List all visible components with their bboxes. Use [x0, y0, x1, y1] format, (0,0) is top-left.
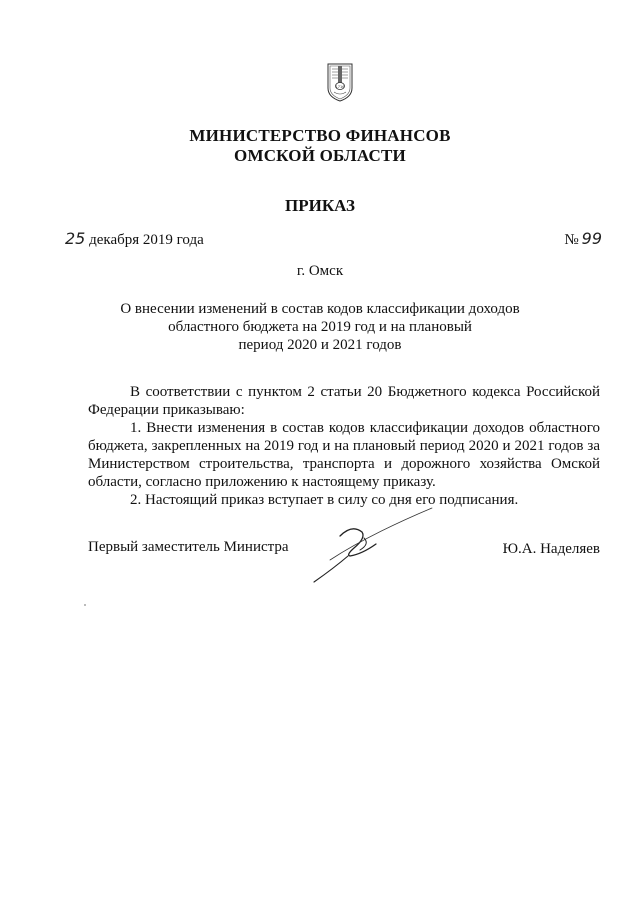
ministry-name-line2: ОМСКОЙ ОБЛАСТИ: [234, 146, 406, 165]
scan-speck: [84, 604, 86, 606]
order-number-handwritten: 99: [581, 229, 602, 248]
order-number: [564, 229, 602, 249]
order-body: [88, 383, 600, 509]
subject-line3: период 2020 и 2021 годов: [238, 337, 402, 353]
city: г. Омск: [296, 263, 344, 279]
subject-line1: О внесении изменений в состав кодов классификации доходов: [120, 301, 520, 317]
svg-text:1716: 1716: [335, 85, 345, 89]
order-day-handwritten: 25: [65, 229, 86, 248]
order-title: ПРИКАЗ: [285, 196, 355, 215]
handwritten-signature-icon: [300, 498, 450, 590]
ministry-name-line1: МИНИСТЕРСТВО ФИНАНСОВ: [189, 126, 451, 145]
body-paragraph-3: 2. Настоящий приказ вступает в силу со дня его подписания.: [130, 492, 519, 508]
order-date-text: декабря 2019 года: [85, 232, 204, 248]
signatory-name: Ю.А. Наделяев: [502, 541, 600, 557]
coat-of-arms-icon: [326, 62, 354, 102]
order-subject: [120, 300, 520, 354]
subject-line2: областного бюджета на 2019 год и на плановый: [168, 319, 472, 335]
signatory-position: Первый заместитель Министра: [88, 539, 289, 555]
body-paragraph-2: 1. Внести изменения в состав кодов классификации доходов областного бюджета, закрепленных на 2019 год и на плановый период 2020 и 2021 годов за Министерством строительства, транспорта и дорожного хозяйства Омской области, согласно приложению к настоящему приказу.: [88, 420, 600, 490]
number-sign: №: [564, 232, 579, 248]
body-paragraph-1: В соответствии с пунктом 2 статьи 20 Бюджетного кодекса Российской Федерации приказываю:: [88, 384, 600, 418]
order-date: [65, 229, 204, 249]
